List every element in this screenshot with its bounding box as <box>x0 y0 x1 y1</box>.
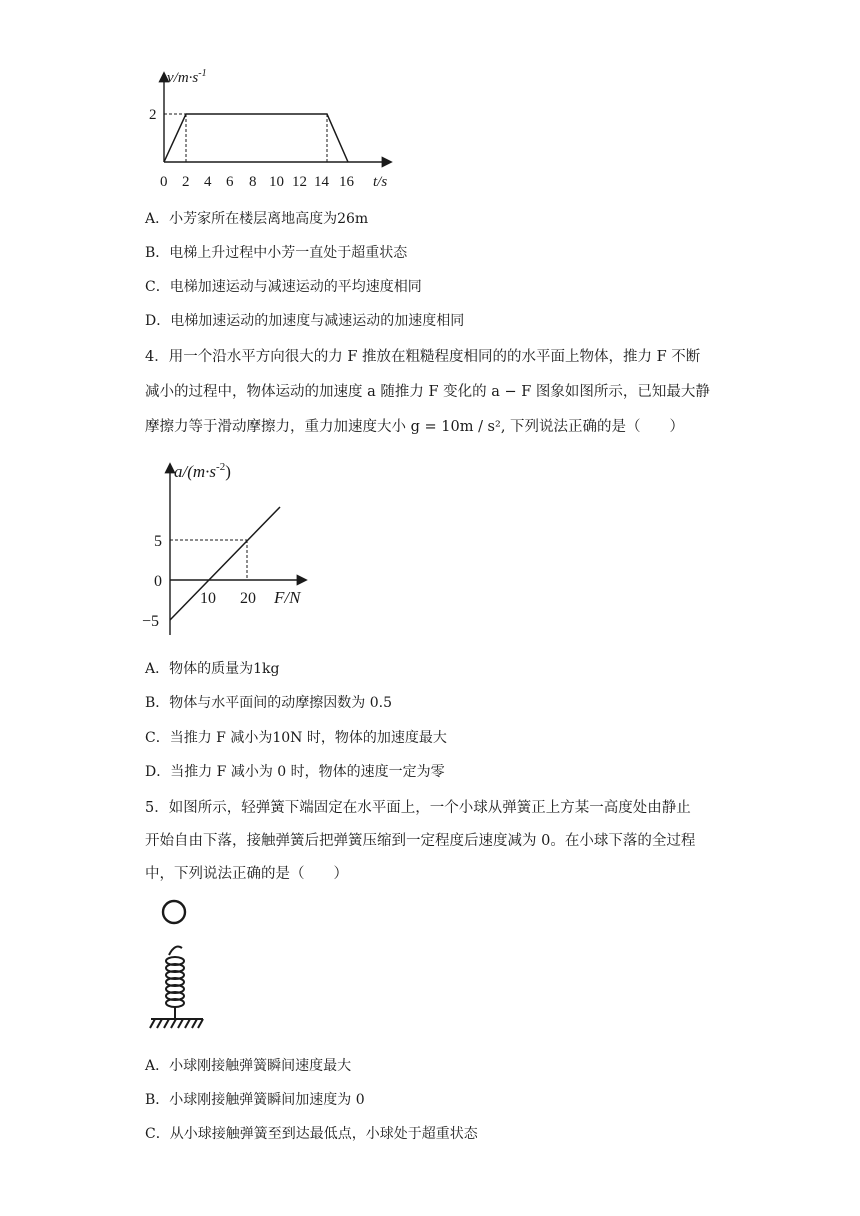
vt-x-tick: 16 <box>339 174 354 190</box>
q3-option-c: C．电梯加速运动与减速运动的平均速度相同 <box>145 279 422 295</box>
q4-stem-line-1: 4．用一个沿水平方向很大的力 F 推放在粗糙程度相同的的水平面上物体，推力 F 不断 <box>145 349 701 365</box>
vt-x-tick: 4 <box>204 174 212 190</box>
aF-y-tick-0: 0 <box>154 573 162 590</box>
ball-icon <box>163 901 185 923</box>
vt-x-tick: 14 <box>314 174 329 190</box>
vt-x-tick: 2 <box>182 174 190 190</box>
aF-x-tick-20: 20 <box>240 590 256 607</box>
aF-y-label: $a/(m\cdot s^{-2})$ <box>174 461 231 481</box>
q4-option-d: D．当推力 F 减小为 0 时，物体的速度一定为零 <box>145 764 445 780</box>
vt-x-label: t/s <box>373 174 388 190</box>
q5-stem-line-3: 中，下列说法正确的是（ ） <box>145 866 348 882</box>
q4-option-c: C．当推力 F 减小为10N 时，物体的加速度最大 <box>145 730 447 746</box>
q5-stem-line-2: 开始自由下落，接触弹簧后把弹簧压缩到一定程度后速度减为 0。在小球下落的全过程 <box>145 833 696 849</box>
aF-y-tick-neg5: −5 <box>142 613 160 630</box>
velocity-time-graph <box>145 62 405 194</box>
vt-x-tick: 10 <box>269 174 284 190</box>
q5-option-a: A．小球刚接触弹簧瞬间速度最大 <box>145 1058 352 1074</box>
q3-option-a: A．小芳家所在楼层离地高度为26m <box>145 211 369 227</box>
ball-spring-figure <box>145 895 215 1040</box>
q4-option-b: B．物体与水平面间的动摩擦因数为 0.5 <box>145 695 393 711</box>
aF-x-tick-10: 10 <box>200 590 216 607</box>
q3-option-d: D．电梯加速运动的加速度与减速运动的加速度相同 <box>145 313 465 329</box>
vt-y-label: $v/m\cdot s^{-1}$ <box>167 68 207 86</box>
aF-y-tick-5: 5 <box>154 533 162 550</box>
vt-y-tick-2: 2 <box>149 107 157 123</box>
aF-line <box>170 507 280 620</box>
q4-stem-line-3: 摩擦力等于滑动摩擦力，重力加速度大小 g = 10m / s², 下列说法正确的是（ ） <box>145 419 685 435</box>
vt-x-tick: 12 <box>292 174 307 190</box>
spring-icon <box>166 947 184 1019</box>
q5-option-c: C．从小球接触弹簧至到达最低点，小球处于超重状态 <box>145 1126 478 1142</box>
q5-option-b: B．小球刚接触弹簧瞬间加速度为 0 <box>145 1092 365 1108</box>
q4-stem-line-2: 减小的过程中，物体运动的加速度 a 随推力 F 变化的 a − F 图象如图所示，已知最大静 <box>145 384 710 400</box>
vt-x-tick: 8 <box>249 174 257 190</box>
q3-option-b: B．电梯上升过程中小芳一直处于超重状态 <box>145 245 408 261</box>
vt-x-tick: 6 <box>226 174 234 190</box>
q4-option-a: A．物体的质量为1kg <box>145 661 280 677</box>
velocity-curve <box>164 114 348 162</box>
q5-stem-line-1: 5．如图所示，轻弹簧下端固定在水平面上，一个小球从弹簧正上方某一高度处由静止 <box>145 800 691 816</box>
vt-x-tick: 0 <box>160 174 168 190</box>
ground-icon <box>150 1019 203 1028</box>
aF-x-label: F/N <box>274 588 301 607</box>
acceleration-force-graph <box>140 455 320 640</box>
